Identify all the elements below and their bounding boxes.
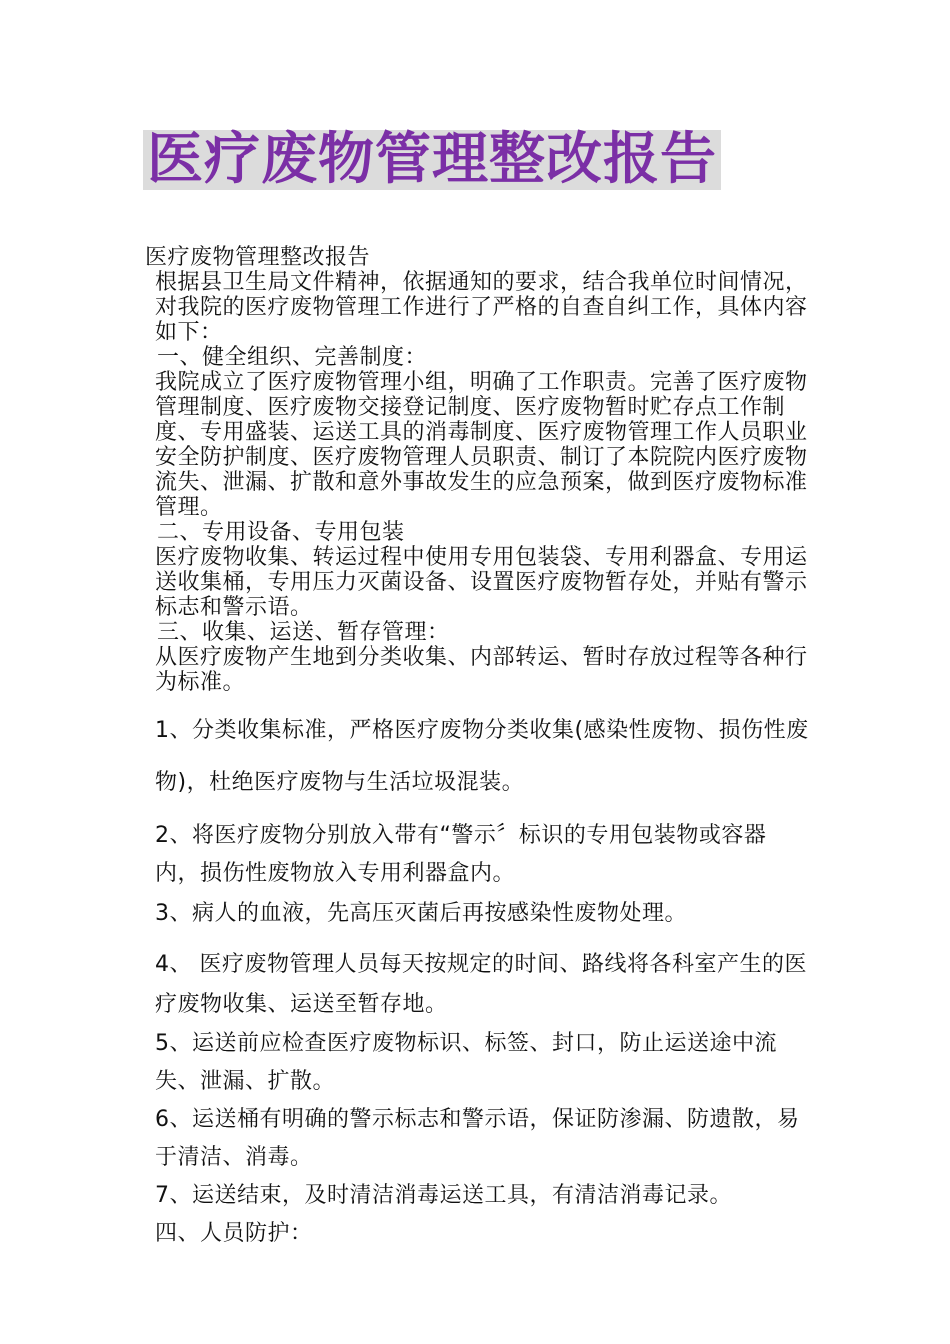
section3-body: 从医疗废物产生地到分类收集、内部转运、暂时存放过程等各种行为标准。 xyxy=(155,645,808,695)
list-item-5: 5、运送前应检查医疗废物标识、标签、封口，防止运送途中流失、泄漏、扩散。 xyxy=(155,1031,777,1094)
item-list xyxy=(145,705,810,1253)
subtitle: 医疗废物管理整改报告 xyxy=(145,245,371,270)
section2-heading: 二、专用设备、专用包装 xyxy=(157,520,405,545)
list-item-1: 1、分类收集标准，严格医疗废物分类收集(感染性废物、损伤性废物)，杜绝医疗废物与生活垃圾混装。 xyxy=(155,718,809,795)
title-highlight xyxy=(143,127,721,192)
list-item-6: 6、运送桶有明确的警示标志和警示语，保证防渗漏、防遗散，易于清洁、消毒。 xyxy=(155,1107,800,1170)
document-body xyxy=(145,245,810,1253)
section3-heading: 三、收集、运送、暂存管理： xyxy=(157,620,450,645)
list-item-2: 2、将医疗废物分别放入带有“警示〞标识的专用包装物或容器内，损伤性废物放入专用利器盒内。 xyxy=(155,823,767,886)
intro-paragraph: 根据县卫生局文件精神，依据通知的要求，结合我单位时间情况，对我院的医疗废物管理工作进行了严格的自查自纠工作，具体内容如下： xyxy=(155,270,808,345)
list-item-7: 7、运送结束，及时清洁消毒运送工具，有清洁消毒记录。 xyxy=(155,1183,732,1208)
section1-heading: 一、健全组织、完善制度： xyxy=(157,345,428,370)
section1-body: 我院成立了医疗废物管理小组，明确了工作职责。完善了医疗废物管理制度、医疗废物交接登记制度、医疗废物暂时贮存点工作制度、专用盛装、运送工具的消毒制度、医疗废物管理工作人员职业安全防护制度、医疗废物管理人员职责、制订了本院院内医疗废物流失、泄漏、扩散和意外事故发生的应急预案，做到医疗废物标准管理。 xyxy=(155,370,808,520)
list-item-3: 3、病人的血液，先高压灭菌后再按感染性废物处理。 xyxy=(155,901,687,926)
list-item-4: 4、 医疗废物管理人员每天按规定的时间、路线将各科室产生的医疗废物收集、运送至暂存地。 xyxy=(155,952,807,1017)
document-title: 医疗废物管理整改报告 xyxy=(147,127,717,192)
dense-section xyxy=(145,245,810,695)
section2-body: 医疗废物收集、转运过程中使用专用包装袋、专用利器盒、专用运送收集桶，专用压力灭菌设备、设置医疗废物暂存处，并贴有警示标志和警示语。 xyxy=(155,545,808,620)
section4-heading: 四、人员防护： xyxy=(155,1221,313,1246)
